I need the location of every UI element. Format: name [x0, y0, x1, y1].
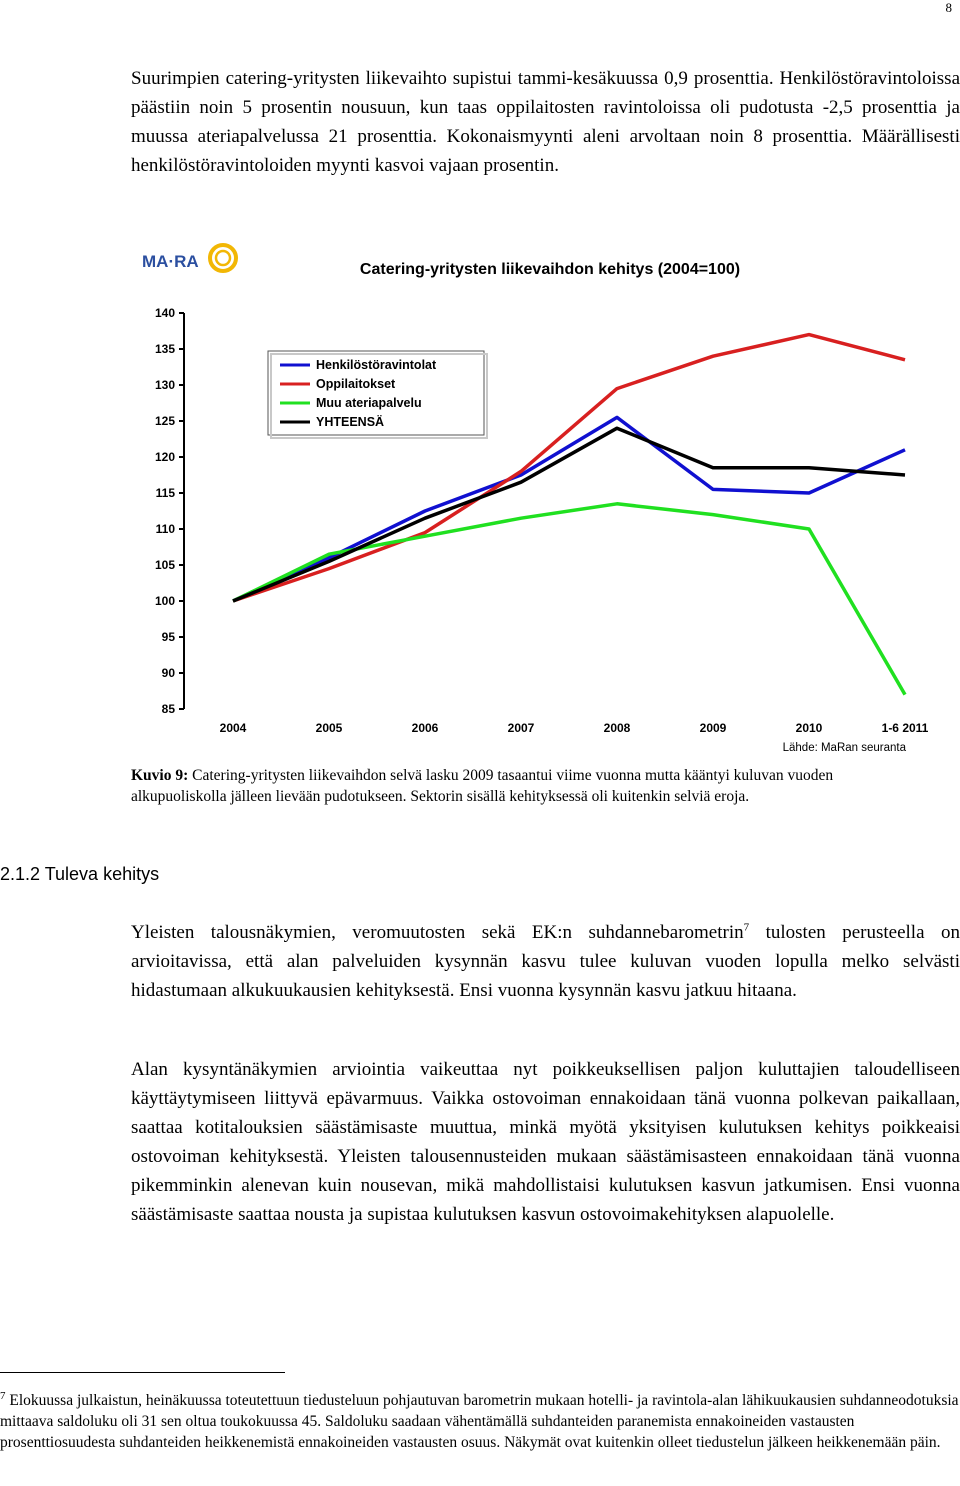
x-tick-label: 2008 [603, 721, 631, 735]
footnote [0, 1390, 960, 1453]
y-tick-label: 95 [161, 630, 175, 644]
figure-caption [131, 765, 901, 807]
demand-paragraph: Alan kysyntänäkymien arviointia vaikeuttaa nyt poikkeuksellisen paljon kuluttajien taloudelliseen käyttäytymiseen liittyvä epävarmuus. Vaikka ostovoiman ennakoidaan tänä vuonna polkevan paikallaan, saattaa kotitalouksien säästämisaste muuttua, minkä myötä yksityisen kulutuksen kehitys poikkeaisi ostovoiman kehityksestä. Yleisten talousennusteiden mukaan säästämisasteen ennakoidaan tänä vuonna pikemminkin alenevan kuin nousevan, mikä mahdollistaisi kulutuksen kasvun jatkumisen. Ensi vuonna säästämisaste saattaa nousta ja supistaa kulutuksen kasvun ostovoimakehityksen alapuolelle. [131, 1059, 960, 1225]
y-tick-label: 135 [154, 342, 175, 356]
y-axis-ticks [155, 306, 184, 716]
outlook-text-end: tulosten perusteella on arvioitavissa, että alan palveluiden kysynnän kasvu tulee kuluvan vuoden lopulla melko selvästi hidastumaan alkukuukausien kehityksestä. Ensi vuonna kysynnän kasvu jatkuu hitaana. [131, 922, 960, 1001]
y-tick-label: 90 [161, 666, 175, 680]
x-tick-label: 2004 [219, 721, 247, 735]
mara-logo-inner-ring-icon [216, 251, 230, 265]
caption-text: Catering-yritysten liikevaihdon selvä lasku 2009 tasaantui viime vuonna mutta kääntyi kuluvan vuoden alkupuoliskolla jälleen lievään pudotukseen. Sektorin sisällä kehityksessä oli kuitenkin selviä eroja. [131, 767, 834, 805]
x-tick-label: 2007 [507, 721, 535, 735]
y-tick-label: 85 [161, 702, 175, 716]
mara-logo-text: MA·RA [142, 252, 199, 271]
x-tick-label: 1-6 2011 [881, 721, 929, 735]
x-tick-label: 2009 [699, 721, 727, 735]
y-tick-label: 110 [155, 522, 175, 536]
caption-label: Kuvio 9: [131, 767, 189, 784]
page-number: 8 [945, 0, 952, 15]
footnote-mark: 7 [0, 1389, 6, 1402]
y-tick-label: 125 [154, 414, 175, 428]
y-tick-label: 105 [154, 558, 175, 572]
chart-source: Lähde: MaRan seuranta [782, 742, 906, 754]
footnote-text: Elokuussa julkaistun, heinäkuussa toteutettuun tiedusteluun pohjautuvan barometrin mukaan hotelli- ja ravintola-alan lähikuukausien suhdanneodotuksia mittaava saldoluku oli 31 sen oltua toukokuussa 45. Saldoluku saadaan vähentämällä suhdanteiden paranemista ennakoineiden vastausten prosenttiosuudesta suhdanteiden heikkenemistä ennakoineiden vastausten osuus. Näkymät ovat kuitenkin olleet tiedustelun jälkeen heikkenemään päin. [0, 1392, 959, 1451]
chart-title: Catering-yritysten liikevaihdon kehitys (2004=100) [359, 261, 741, 278]
intro-paragraph: Suurimpien catering-yritysten liikevaihto supistui tammi-kesäkuussa 0,9 prosenttia. Henkilöstöravintoloissa päästiin noin 5 prosentin nousuun, kun taas oppilaitosten ravintoloissa oli pudotusta -2,5 prosenttia ja muussa ateriapalvelussa 21 prosenttia. Kokonaismyynti aleni arvoltaan noin 8 prosenttia. Määrällisesti henkilöstöravintoloiden myynti kasvoi vajaan prosentin. [131, 68, 960, 176]
footnote-reference[interactable]: 7 [743, 921, 750, 934]
outlook-paragraph [131, 918, 960, 1005]
x-tick-label: 2010 [795, 721, 823, 735]
y-tick-label: 130 [154, 378, 175, 392]
x-axis-ticks [220, 721, 929, 735]
legend-label: YHTEENSÄ [316, 415, 385, 429]
footnote-divider [0, 1372, 285, 1373]
chart-legend [268, 351, 487, 438]
mara-logo [142, 245, 236, 271]
series-line [233, 428, 905, 601]
legend-label: Muu ateriapalvelu [316, 396, 422, 410]
series-line [233, 504, 905, 695]
y-tick-label: 120 [154, 450, 175, 464]
legend-label: Oppilaitokset [316, 377, 396, 391]
series-line [233, 417, 905, 601]
revenue-chart [0, 225, 960, 760]
y-tick-label: 140 [154, 306, 175, 320]
x-tick-label: 2006 [411, 721, 439, 735]
x-tick-label: 2005 [315, 721, 343, 735]
y-tick-label: 115 [155, 486, 175, 500]
legend-label: Henkilöstöravintolat [316, 358, 437, 372]
outlook-text-start: Yleisten talousnäkymien, veromuutosten sekä EK:n suhdannebarometrin [131, 922, 744, 943]
section-heading: 2.1.2 Tuleva kehitys [0, 864, 160, 884]
y-tick-label: 100 [154, 594, 175, 608]
mara-logo-emblem-icon [210, 245, 236, 271]
